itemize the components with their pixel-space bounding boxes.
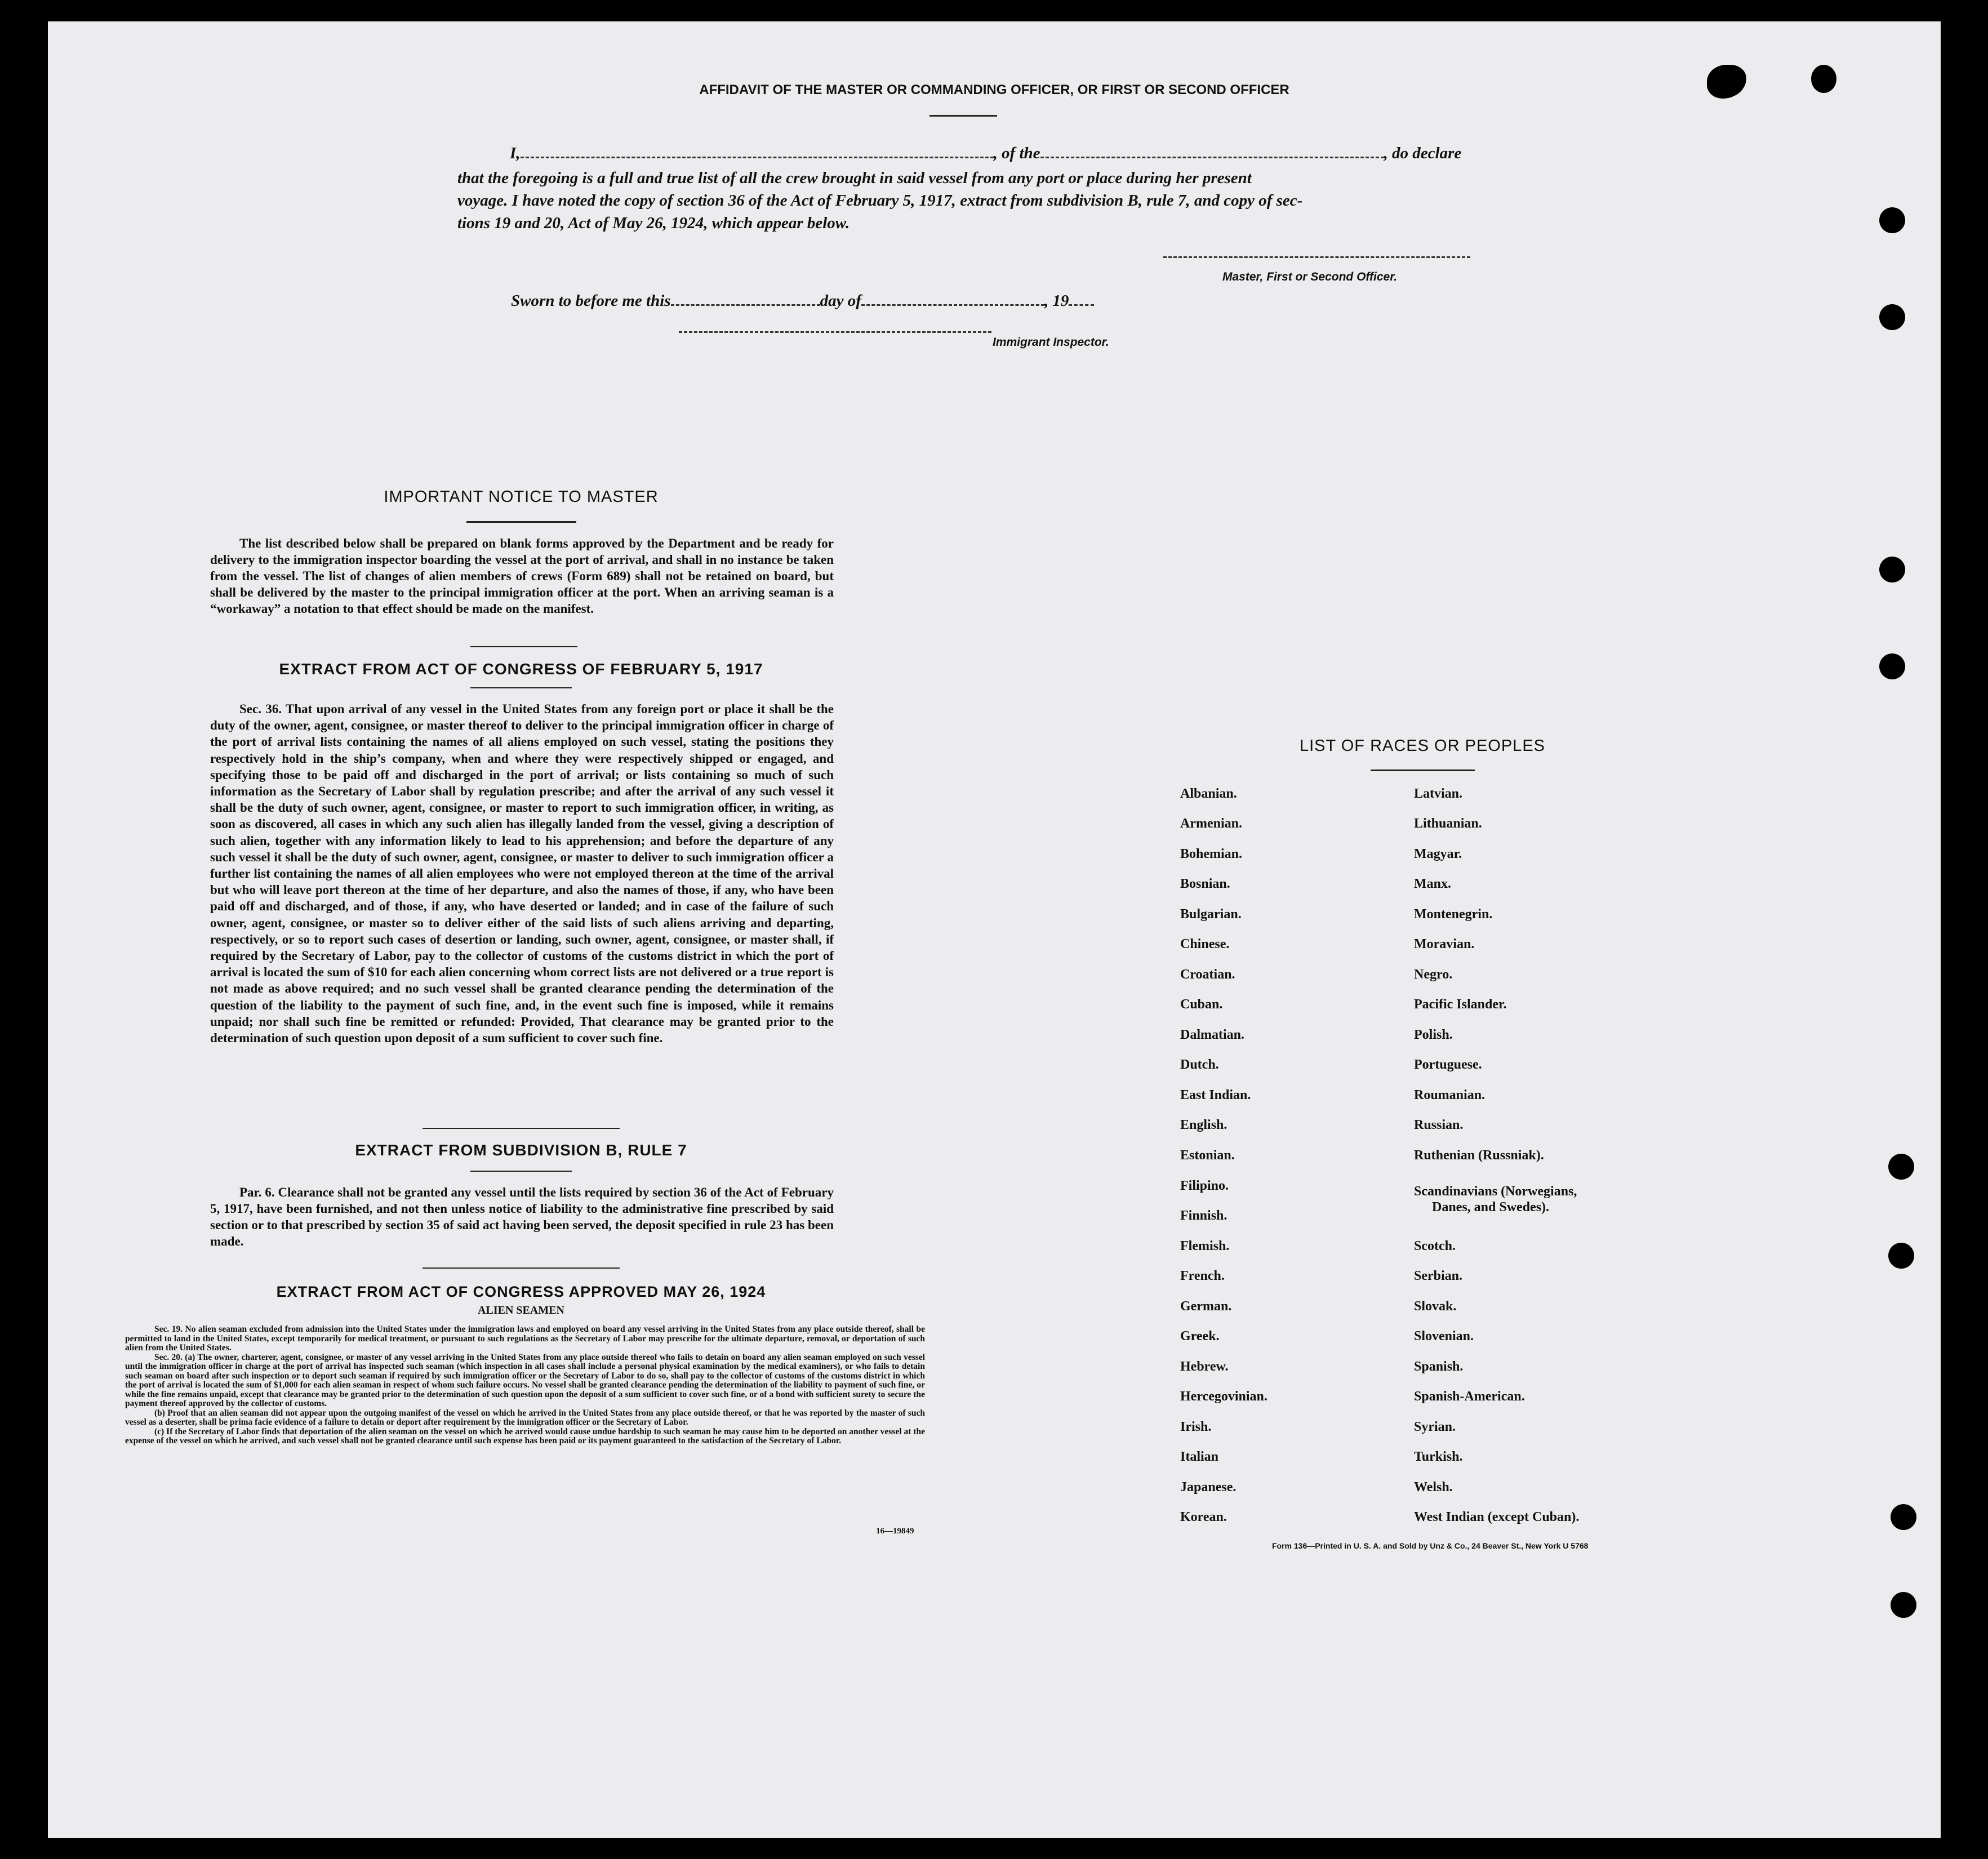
sworn-day-field[interactable] xyxy=(671,304,820,306)
sworn-month-field[interactable] xyxy=(861,304,1044,306)
race-item-right: Roumanian. xyxy=(1414,1088,1486,1102)
affidavit-i-label: I, xyxy=(510,144,521,162)
sworn-label: Sworn to before me this xyxy=(511,292,671,310)
notice-text xyxy=(210,535,834,617)
binder-hole-icon xyxy=(1888,1154,1914,1180)
race-item-left: Albanian. xyxy=(1180,786,1237,801)
race-item-left: Bulgarian. xyxy=(1180,907,1242,922)
extract-1924-subtitle: ALIEN SEAMEN xyxy=(478,1304,564,1317)
day-of-label: day of xyxy=(820,292,861,310)
race-item-left: Dutch. xyxy=(1180,1057,1219,1072)
race-item-right: Manx. xyxy=(1414,877,1451,891)
subdivision-title: EXTRACT FROM SUBDIVISION B, RULE 7 xyxy=(355,1141,687,1159)
sec20b-paragraph: (b) Proof that an alien seaman did not appear upon the outgoing manifest of the vessel on which he arrived in the United States from any place outside thereof, or that he was reported by the master of such vessel as a deserter, shall be prima facie evidence of a failure to detain or deport after requirement by the immigration officer or the Secretary of Labor. xyxy=(125,1408,925,1427)
vessel-field[interactable] xyxy=(1040,157,1384,158)
race-item-left: German. xyxy=(1180,1299,1232,1314)
race-item-left: Finnish. xyxy=(1180,1208,1228,1223)
sec36-paragraph: Sec. 36. That upon arrival of any vessel in the United States from any foreign port or place it shall be the duty of the owner, agent, consignee, or master thereof to deliver to the principal immigration officer in charge of the port of arrival lists containing the names of all aliens employed on such vessel, stating the positions they respectively hold in the ship’s company, when and where they were respectively shipped or engaged, and specifying those to be paid off and discharged in the port of arrival; or lists containing so much of such information as the Secretary of Labor shall by regulation prescribe; and after the arrival of any such vessel it shall be the duty of such owner, agent, consignee, or master to report to such immigration officer, in writing, as soon as discovered, all cases in which any such alien has illegally landed from the vessel, giving a description of such alien, together with any information likely to lead to his apprehension; and before the departure of any such vessel it shall be the duty of such owner, agent, consignee, or master to deliver to such immigration officer a further list containing the names of all alien employees who were not employed thereon at the time of the arrival but who will leave port thereon at the time of her departure, and also the names of those, if any, who have been paid off and discharged, and of those, if any, who have deserted or landed; and in case of the failure of such owner, agent, consignee, or master so to deliver either of the said lists of such aliens arriving and departing, respectively, or so to report such cases of desertion or landing, such owner, agent, consignee, or master shall, if required by the Secretary of Labor, pay to the collector of customs of the customs district in which the port of arrival is located the sum of $10 for each alien concerning whom correct lists are not delivered or a true report is not made as above required; and no such vessel shall be granted clearance pending the determination of the question of the liability to the payment of such fine, and, in the event such fine is imposed, while it remains unpaid; nor shall such fine be remitted or refunded: Provided, That clearance may be granted prior to the determination of such question upon deposit of a sum sufficient to cover such fine. xyxy=(210,702,834,1046)
section-divider xyxy=(422,1268,620,1269)
race-item-left: Irish. xyxy=(1180,1420,1212,1434)
race-item-left: Estonian. xyxy=(1180,1148,1235,1163)
race-item-left: Armenian. xyxy=(1180,816,1242,831)
race-item-right: Pacific Islander. xyxy=(1414,997,1507,1012)
binder-hole-icon xyxy=(1879,207,1905,233)
race-item-right: Slovenian. xyxy=(1414,1329,1474,1344)
race-item-right: Portuguese. xyxy=(1414,1057,1482,1072)
sec20c-paragraph: (c) If the Secretary of Labor finds that deportation of the alien seaman on the vessel on which he arrived would cause undue hardship to such seaman he may cause him to be deported on another vessel at the expense of the vessel on which he arrived, and such vessel shall not be granted clearance until such expense has been paid or its payment guaranteed to the satisfaction of the Secretary of Labor. xyxy=(125,1426,925,1446)
races-divider xyxy=(1371,770,1475,771)
extract-1924-text xyxy=(125,1325,925,1446)
affidavit-title: AFFIDAVIT OF THE MASTER OR COMMANDING OFFICER, OR FIRST OR SECOND OFFICER xyxy=(699,82,1289,97)
binder-hole-icon xyxy=(1879,304,1905,330)
sec19-paragraph: Sec. 19. No alien seaman excluded from admission into the United States under the immigration laws and employed on board any vessel arriving in the United States from any place outside thereof, shall be permitted to land in the United States, except temporarily for medical treatment, or pursuant to such regulations as the Secretary of Labor may prescribe for the ultimate departure, removal, or deportation of such alien from the United States. xyxy=(125,1324,925,1353)
race-item-left: East Indian. xyxy=(1180,1088,1251,1102)
race-item-left: English. xyxy=(1180,1118,1228,1132)
title-divider xyxy=(929,115,997,117)
binder-hole-icon xyxy=(1879,653,1905,679)
race-item-right: Moravian. xyxy=(1414,937,1475,951)
race-item-left: Croatian. xyxy=(1180,967,1235,982)
race-item-right: Russian. xyxy=(1414,1118,1464,1132)
sworn-line xyxy=(511,292,1094,310)
race-item-right: Welsh. xyxy=(1414,1480,1453,1495)
affidavit-line-2: that the foregoing is a full and true list of all the crew brought in said vessel from any port or place during her present xyxy=(457,169,1252,187)
race-item-right: Ruthenian (Russniak). xyxy=(1414,1148,1544,1163)
notice-title: IMPORTANT NOTICE TO MASTER xyxy=(384,488,659,506)
race-item-left: Filipino. xyxy=(1180,1178,1229,1193)
inspector-signature-field[interactable] xyxy=(679,331,991,333)
notice-paragraph: The list described below shall be prepared on blank forms approved by the Department and be ready for delivery to the immigration inspector boarding the vessel at the port of arrival, and shall in no instance be taken from the vessel. The list of changes of alien members of crews (Form 689) shall not be retained on board, but shall be delivered by the master to the principal immigration officer at the port. When an arriving seaman is a “workaway” a notation to that effect should be made on the manifest. xyxy=(210,536,834,616)
race-item-right: Spanish. xyxy=(1414,1359,1464,1374)
section-divider xyxy=(470,646,577,647)
subdivision-text xyxy=(210,1184,834,1249)
affidavit-line-4: tions 19 and 20, Act of May 26, 1924, which appear below. xyxy=(457,214,850,232)
race-item-left: Italian xyxy=(1180,1449,1219,1464)
binder-hole-icon xyxy=(1891,1592,1916,1618)
form-code: 16—19849 xyxy=(876,1527,914,1536)
race-item-right: Magyar. xyxy=(1414,847,1462,861)
race-item-left: Hebrew. xyxy=(1180,1359,1229,1374)
extract-1917-divider xyxy=(470,687,572,688)
race-item-right: Polish. xyxy=(1414,1028,1453,1042)
torn-corner-icon xyxy=(1811,65,1836,93)
sworn-year-field[interactable] xyxy=(1069,304,1094,306)
race-item-left: Bohemian. xyxy=(1180,847,1243,861)
race-item-right: Serbian. xyxy=(1414,1269,1463,1283)
race-item-right: Syrian. xyxy=(1414,1420,1456,1434)
notice-divider xyxy=(466,521,576,523)
race-item-right: Montenegrin. xyxy=(1414,907,1493,922)
race-item-right: Lithuanian. xyxy=(1414,816,1482,831)
race-item-left: Bosnian. xyxy=(1180,877,1230,891)
race-item-right: Scandinavians (Norwegians, xyxy=(1414,1184,1577,1199)
race-item-right: Scotch. xyxy=(1414,1239,1456,1253)
year-label: , 19 xyxy=(1044,292,1069,310)
race-item-right: Latvian. xyxy=(1414,786,1463,801)
subdivision-divider xyxy=(470,1171,572,1172)
sec20a-paragraph: Sec. 20. (a) The owner, charterer, agent, consignee, or master of any vessel arriving in the United States from any place outside thereof who fails to detain on board any alien seaman employed on such vessel until the immigration officer in charge at the port of arrival has inspected such seaman (which inspection in all cases shall include a personal physical examination by the medical examiners), or who fails to detain such seaman on board after such inspection or to deport such seaman if required by such immigration officer or the Secretary of Labor to do so, shall pay to the collector of customs of the customs district in which the port of arrival is located the sum of $1,000 for each alien seaman in respect of whom such failure occurs. No vessel shall be granted clearance pending the determination of the liability to payment of such fine, or while the fine remains unpaid, except that clearance may be granted prior to the determination of such question upon the deposit of a sum sufficient to cover such fine, or of a bond with sufficient surety to secure the payment thereof approved by the collector of customs. xyxy=(125,1352,925,1408)
extract-1917-title: EXTRACT FROM ACT OF CONGRESS OF FEBRUARY 5, 1917 xyxy=(279,660,763,678)
race-item-left: Chinese. xyxy=(1180,937,1230,951)
affidavit-line-1 xyxy=(510,144,1461,163)
race-item-left: Korean. xyxy=(1180,1510,1227,1524)
affidavit-of-the: , of the xyxy=(993,144,1040,162)
master-signature-field[interactable] xyxy=(1163,256,1470,258)
race-item-right: West Indian (except Cuban). xyxy=(1414,1510,1580,1524)
races-title: LIST OF RACES OR PEOPLES xyxy=(1299,737,1546,755)
race-item-right: Slovak. xyxy=(1414,1299,1457,1314)
race-item-left: Dalmatian. xyxy=(1180,1028,1244,1042)
race-item-right: Turkish. xyxy=(1414,1449,1463,1464)
affidavit-line-3: voyage. I have noted the copy of section 36 of the Act of February 5, 1917, extract from subdivision B, rule 7, and copy of sec- xyxy=(457,192,1303,210)
master-label: Master, First or Second Officer. xyxy=(1222,270,1398,283)
par6-paragraph: Par. 6. Clearance shall not be granted any vessel until the lists required by section 36 of the Act of February 5, 1917, have been furnished, and not then unless notice of liability to the administrative fine prescribed by said section or to that prescribed by section 35 of said act having been served, the deposit specified in rule 23 has been made. xyxy=(210,1185,834,1248)
race-item-right: Spanish-American. xyxy=(1414,1389,1525,1404)
form-printer-line: Form 136—Printed in U. S. A. and Sold by Unz & Co., 24 Beaver St., New York U 5768 xyxy=(1272,1541,1589,1550)
race-item-left: Hercegovinian. xyxy=(1180,1389,1267,1404)
inspector-label: Immigrant Inspector. xyxy=(993,336,1109,349)
race-item-left: Cuban. xyxy=(1180,997,1223,1012)
race-item-right: Negro. xyxy=(1414,967,1453,982)
section-divider xyxy=(422,1128,620,1129)
race-item-left: Japanese. xyxy=(1180,1480,1237,1495)
race-item-left: French. xyxy=(1180,1269,1225,1283)
race-item-left: Flemish. xyxy=(1180,1239,1230,1253)
binder-hole-icon xyxy=(1879,557,1905,582)
extract-1924-title: EXTRACT FROM ACT OF CONGRESS APPROVED MAY 26, 1924 xyxy=(276,1283,766,1300)
affidavit-do-declare: , do declare xyxy=(1384,144,1462,162)
race-item-right: Danes, and Swedes). xyxy=(1432,1200,1550,1215)
name-field[interactable] xyxy=(521,157,994,158)
extract-1917-text xyxy=(210,701,834,1046)
race-item-left: Greek. xyxy=(1180,1329,1220,1344)
binder-hole-icon xyxy=(1891,1504,1916,1530)
binder-hole-icon xyxy=(1888,1243,1914,1269)
